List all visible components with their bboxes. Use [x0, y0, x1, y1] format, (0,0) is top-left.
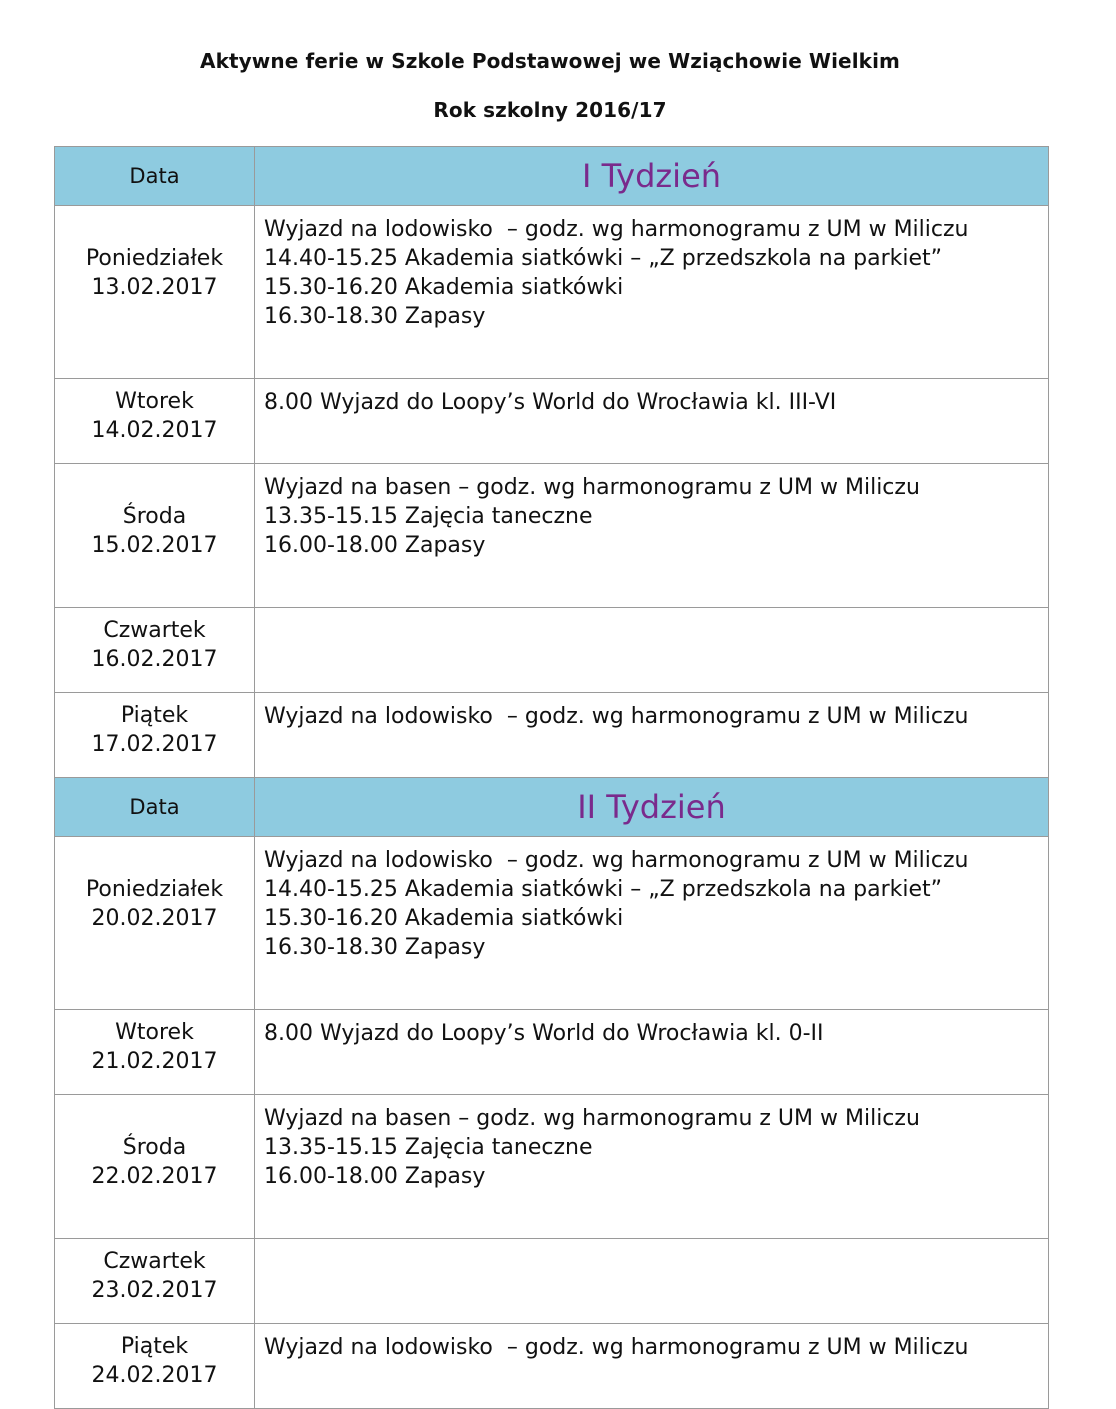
- activities-cell: [255, 464, 1049, 608]
- activities-cell: [255, 1010, 1049, 1095]
- column-header-date: Data: [55, 778, 255, 837]
- day-name: Piątek: [120, 1334, 189, 1359]
- day-cell: [55, 608, 255, 693]
- table-row: [55, 837, 1049, 1010]
- activity-line: 16.30-18.30 Zapasy: [264, 304, 486, 329]
- day-date: 23.02.2017: [91, 1278, 218, 1303]
- day-cell: [55, 1239, 255, 1324]
- document-title: Aktywne ferie w Szkole Podstawowej we Wziąchowie Wielkim: [200, 49, 900, 73]
- day-date: 22.02.2017: [91, 1164, 218, 1189]
- activity-line: Wyjazd na lodowisko – godz. wg harmonogramu z UM w Miliczu: [264, 848, 969, 873]
- day-cell: [55, 1324, 255, 1409]
- week-header-row: [55, 778, 1049, 837]
- activity-line: 8.00 Wyjazd do Loopy’s World do Wrocławia kl. III-VI: [264, 390, 837, 415]
- activity-line: Wyjazd na basen – godz. wg harmonogramu z UM w Miliczu: [264, 1106, 920, 1131]
- day-date: 16.02.2017: [91, 647, 218, 672]
- day-cell: [55, 206, 255, 379]
- day-name: Wtorek: [115, 389, 194, 414]
- day-cell: [55, 693, 255, 778]
- activities-cell: [255, 693, 1049, 778]
- activity-line: 16.30-18.30 Zapasy: [264, 935, 486, 960]
- week-title: II Tydzień: [255, 778, 1049, 837]
- day-name: Środa: [122, 504, 187, 529]
- activity-line: 14.40-15.25 Akademia siatkówki – „Z przedszkola na parkiet”: [264, 246, 943, 271]
- table-row: [55, 693, 1049, 778]
- day-date: 20.02.2017: [91, 906, 218, 931]
- column-header-date: Data: [55, 147, 255, 206]
- table-row: [55, 206, 1049, 379]
- activity-line: 13.35-15.15 Zajęcia taneczne: [264, 1135, 593, 1160]
- activity-line: Wyjazd na lodowisko – godz. wg harmonogramu z UM w Miliczu: [264, 704, 969, 729]
- day-cell: [55, 379, 255, 464]
- activity-line: 14.40-15.25 Akademia siatkówki – „Z przedszkola na parkiet”: [264, 877, 943, 902]
- schedule-table: [54, 146, 1049, 1409]
- activity-line: Wyjazd na lodowisko – godz. wg harmonogramu z UM w Miliczu: [264, 217, 969, 242]
- day-date: 14.02.2017: [91, 418, 218, 443]
- table-row: [55, 379, 1049, 464]
- day-name: Poniedziałek: [85, 246, 224, 271]
- day-cell: [55, 1095, 255, 1239]
- day-date: 17.02.2017: [91, 732, 218, 757]
- table-row: [55, 1239, 1049, 1324]
- table-row: [55, 464, 1049, 608]
- day-name: Czwartek: [103, 618, 206, 643]
- activities-cell: [255, 1095, 1049, 1239]
- day-cell: [55, 1010, 255, 1095]
- activity-line: 13.35-15.15 Zajęcia taneczne: [264, 504, 593, 529]
- activities-cell: [255, 608, 1049, 693]
- activities-cell: [255, 837, 1049, 1010]
- activities-cell: [255, 1324, 1049, 1409]
- activity-line: Wyjazd na basen – godz. wg harmonogramu z UM w Miliczu: [264, 475, 920, 500]
- day-name: Wtorek: [115, 1020, 194, 1045]
- day-cell: [55, 837, 255, 1010]
- day-date: 21.02.2017: [91, 1049, 218, 1074]
- day-date: 15.02.2017: [91, 533, 218, 558]
- week-header-row: [55, 147, 1049, 206]
- activities-cell: [255, 206, 1049, 379]
- day-name: Środa: [122, 1135, 187, 1160]
- activity-line: Wyjazd na lodowisko – godz. wg harmonogramu z UM w Miliczu: [264, 1335, 969, 1360]
- day-date: 13.02.2017: [91, 275, 218, 300]
- day-name: Czwartek: [103, 1249, 206, 1274]
- table-row: [55, 1010, 1049, 1095]
- activity-line: 8.00 Wyjazd do Loopy’s World do Wrocławia kl. 0-II: [264, 1021, 824, 1046]
- day-name: Poniedziałek: [85, 877, 224, 902]
- table-row: [55, 1095, 1049, 1239]
- day-name: Piątek: [120, 703, 189, 728]
- activity-line: 15.30-16.20 Akademia siatkówki: [264, 906, 624, 931]
- week-title: I Tydzień: [255, 147, 1049, 206]
- activities-cell: [255, 1239, 1049, 1324]
- document-subtitle: Rok szkolny 2016/17: [433, 98, 667, 122]
- activity-line: 15.30-16.20 Akademia siatkówki: [264, 275, 624, 300]
- day-date: 24.02.2017: [91, 1363, 218, 1388]
- table-row: [55, 608, 1049, 693]
- table-row: [55, 1324, 1049, 1409]
- activity-line: 16.00-18.00 Zapasy: [264, 1164, 486, 1189]
- activities-cell: [255, 379, 1049, 464]
- day-cell: [55, 464, 255, 608]
- activity-line: 16.00-18.00 Zapasy: [264, 533, 486, 558]
